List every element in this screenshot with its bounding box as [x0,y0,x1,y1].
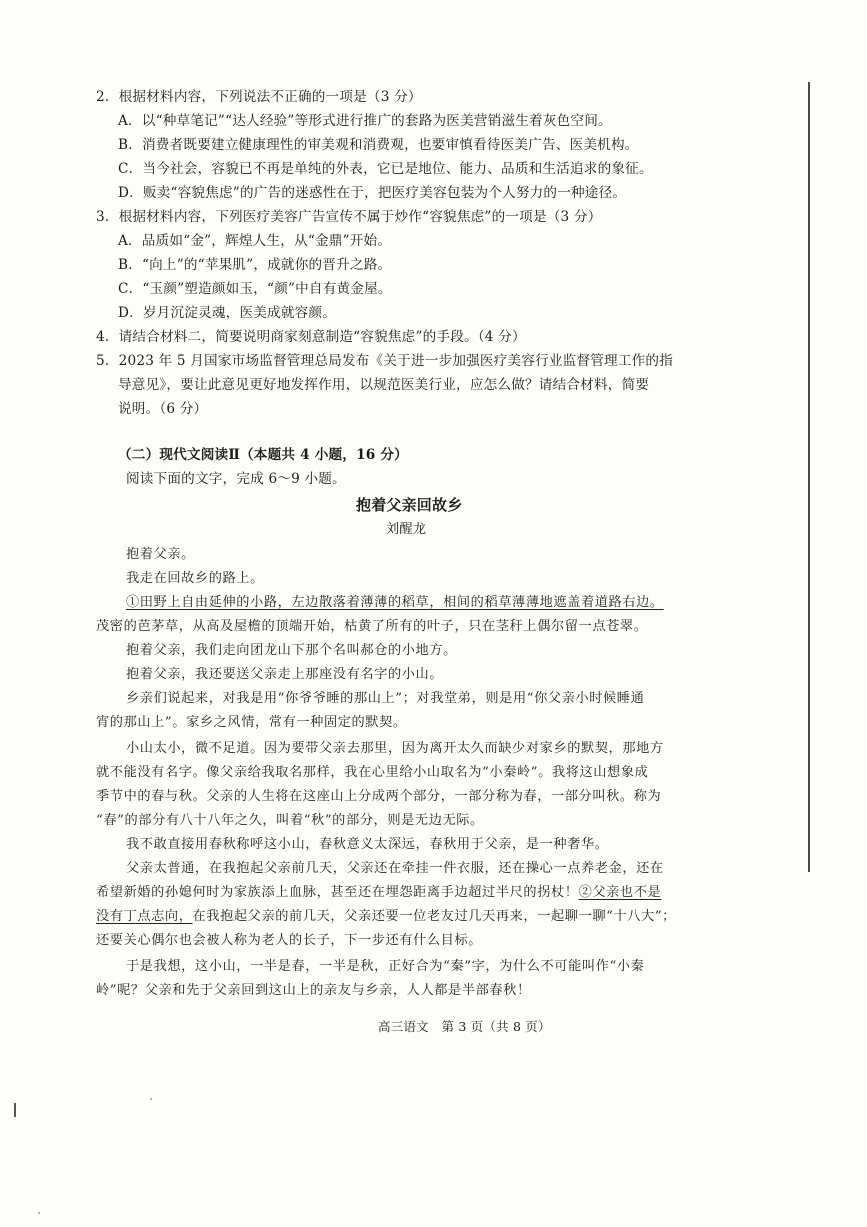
paragraph-1: 抱着父亲。 [126,547,195,562]
underlined-sentence-1: ①田野上自由延伸的小路，左边散落着薄薄的稻草，相间的稻草薄薄地遮盖着道路右边。 [126,595,664,610]
q2-option-c: C．当今社会，容貌已不再是单纯的外表，它已是地位、能力、品质和生活追求的象征。 [118,161,653,177]
q4-stem: 4．请结合材料二，简要说明商家刻意制造“容貌焦虑”的手段。（4 分） [96,329,526,345]
paragraph-7-line-3: 季节中的春与秋。父亲的人生将在这座山上分成两个部分，一部分称为春，一部分叫秋。称为 [96,789,662,804]
scan-speck [150,1098,152,1100]
paragraph-8: 我不敢直接用春秋称呼这小山，春秋意义太深远，春秋用于父亲，是一种奢华。 [126,837,609,852]
paragraph-10-line-1: 于是我想，这小山，一半是春，一半是秋，正好合为“秦”字，为什么不可能叫作“小秦 [126,959,645,974]
q2-option-a: A．以“种草笔记”“达人经验”等形式进行推广的套路为医美营销滋生着灰色空间。 [118,113,612,129]
scan-speck [38,1212,40,1214]
paragraph-6-line-2: 宵的那山上”。家乡之风情，常有一种固定的默契。 [96,715,407,730]
paragraph-9-line-2-text: 希望新婚的孙媳何时为家族添上血脉，甚至还在埋怨距离手边超过半尺的拐杖！ [96,885,579,900]
paragraph-5: 抱着父亲，我还要送父亲走上那座没有名字的小山。 [126,667,444,682]
paragraph-7-line-1: 小山太小，微不足道。因为要带父亲去那里，因为离开太久而缺少对家乡的默契，那地方 [126,741,664,756]
page-footer: 高三语文 第 3 页（共 8 页） [378,1019,551,1034]
q2-option-d: D．贩卖“容貌焦虑”的广告的迷惑性在于，把医疗美容包装为个人努力的一种途径。 [118,185,627,201]
q3-option-b: B．“向上”的“苹果肌”，成就你的晋升之路。 [118,257,392,273]
section-heading: （二）现代文阅读Ⅱ（本题共 4 小题，16 分） [118,447,408,463]
paragraph-7-line-2: 就不能没有名字。像父亲给我取名那样，我在心里给小山取名为“小秦岭”。我将这山想象成 [96,765,649,780]
paragraph-9-line-2 [96,884,661,902]
paragraph-9-line-3-text: 在我抱起父亲的前几天，父亲还要一位老友过几天再来，一起聊一聊“十八大”； [192,909,676,924]
section-instruction: 阅读下面的文字，完成 6～9 小题。 [126,471,346,487]
paragraph-9-line-4: 还要关心偶尔也会被人称为老人的长子，下一步还有什么目标。 [96,933,483,948]
underlined-sentence-2-start: ②父亲也不是 [578,885,662,900]
margin-rule [808,82,810,872]
q3-option-a: A．品质如“金”，辉煌人生，从“金鼎”开始。 [118,233,392,249]
paragraph-6-line-1: 乡亲们说起来，对我是用“你爷爷睡的那山上”；对我堂弟，则是用“你父亲小时候睡通 [126,691,645,706]
paragraph-10-line-2: 岭”呢？父亲和先于父亲回到这山上的亲友与乡亲，人人都是半部春秋！ [96,983,531,998]
q5-line-2: 导意见》，要让此意见更好地发挥作用，以规范医美行业，应怎么做？请结合材料，简要 [118,377,650,393]
paragraph-3-continued: 茂密的芭茅草，从高及屋檐的顶端开始，枯黄了所有的叶子，只在茎秆上偶尔留一点苍翠。 [96,619,648,634]
paragraph-7-line-4: “春”的部分有八十八年之久，叫着“秋”的部分，则是无边无际。 [96,813,484,828]
underlined-sentence-2-end: 没有丁点志向， [96,909,193,924]
q3-option-d: D．岁月沉淀灵魂，医美成就容颜。 [118,305,337,321]
paragraph-9-line-3 [96,908,676,926]
article-title: 抱着父亲回故乡 [356,496,463,514]
paragraph-2: 我走在回故乡的路上。 [126,571,264,586]
q3-option-c: C．“玉颜”塑造颜如玉，“颜”中自有黄金屋。 [118,281,392,297]
q3-stem: 3．根据材料内容，下列医疗美容广告宣传不属于炒作“容貌焦虑”的一项是（3 分） [96,209,602,225]
q2-option-b: B．消费者既要建立健康理性的审美观和消费观，也要审慎看待医美广告、医美机构。 [118,137,639,153]
article-author: 刘醒龙 [386,522,427,537]
q5-line-3: 说明。（6 分） [118,401,208,417]
q2-stem: 2．根据材料内容，下列说法不正确的一项是（3 分） [96,89,422,105]
scan-mark [14,1103,16,1117]
paragraph-4: 抱着父亲，我们走向团龙山下那个名叫郝仓的小地方。 [126,643,457,658]
paragraph-9-line-1: 父亲太普通，在我抱起父亲前几天，父亲还在牵挂一件衣服，还在操心一点养老金，还在 [126,861,664,876]
q5-line-1: 5．2023 年 5 月国家市场监督管理总局发布《关于进一步加强医疗美容行业监督管理工作的指 [96,353,674,369]
